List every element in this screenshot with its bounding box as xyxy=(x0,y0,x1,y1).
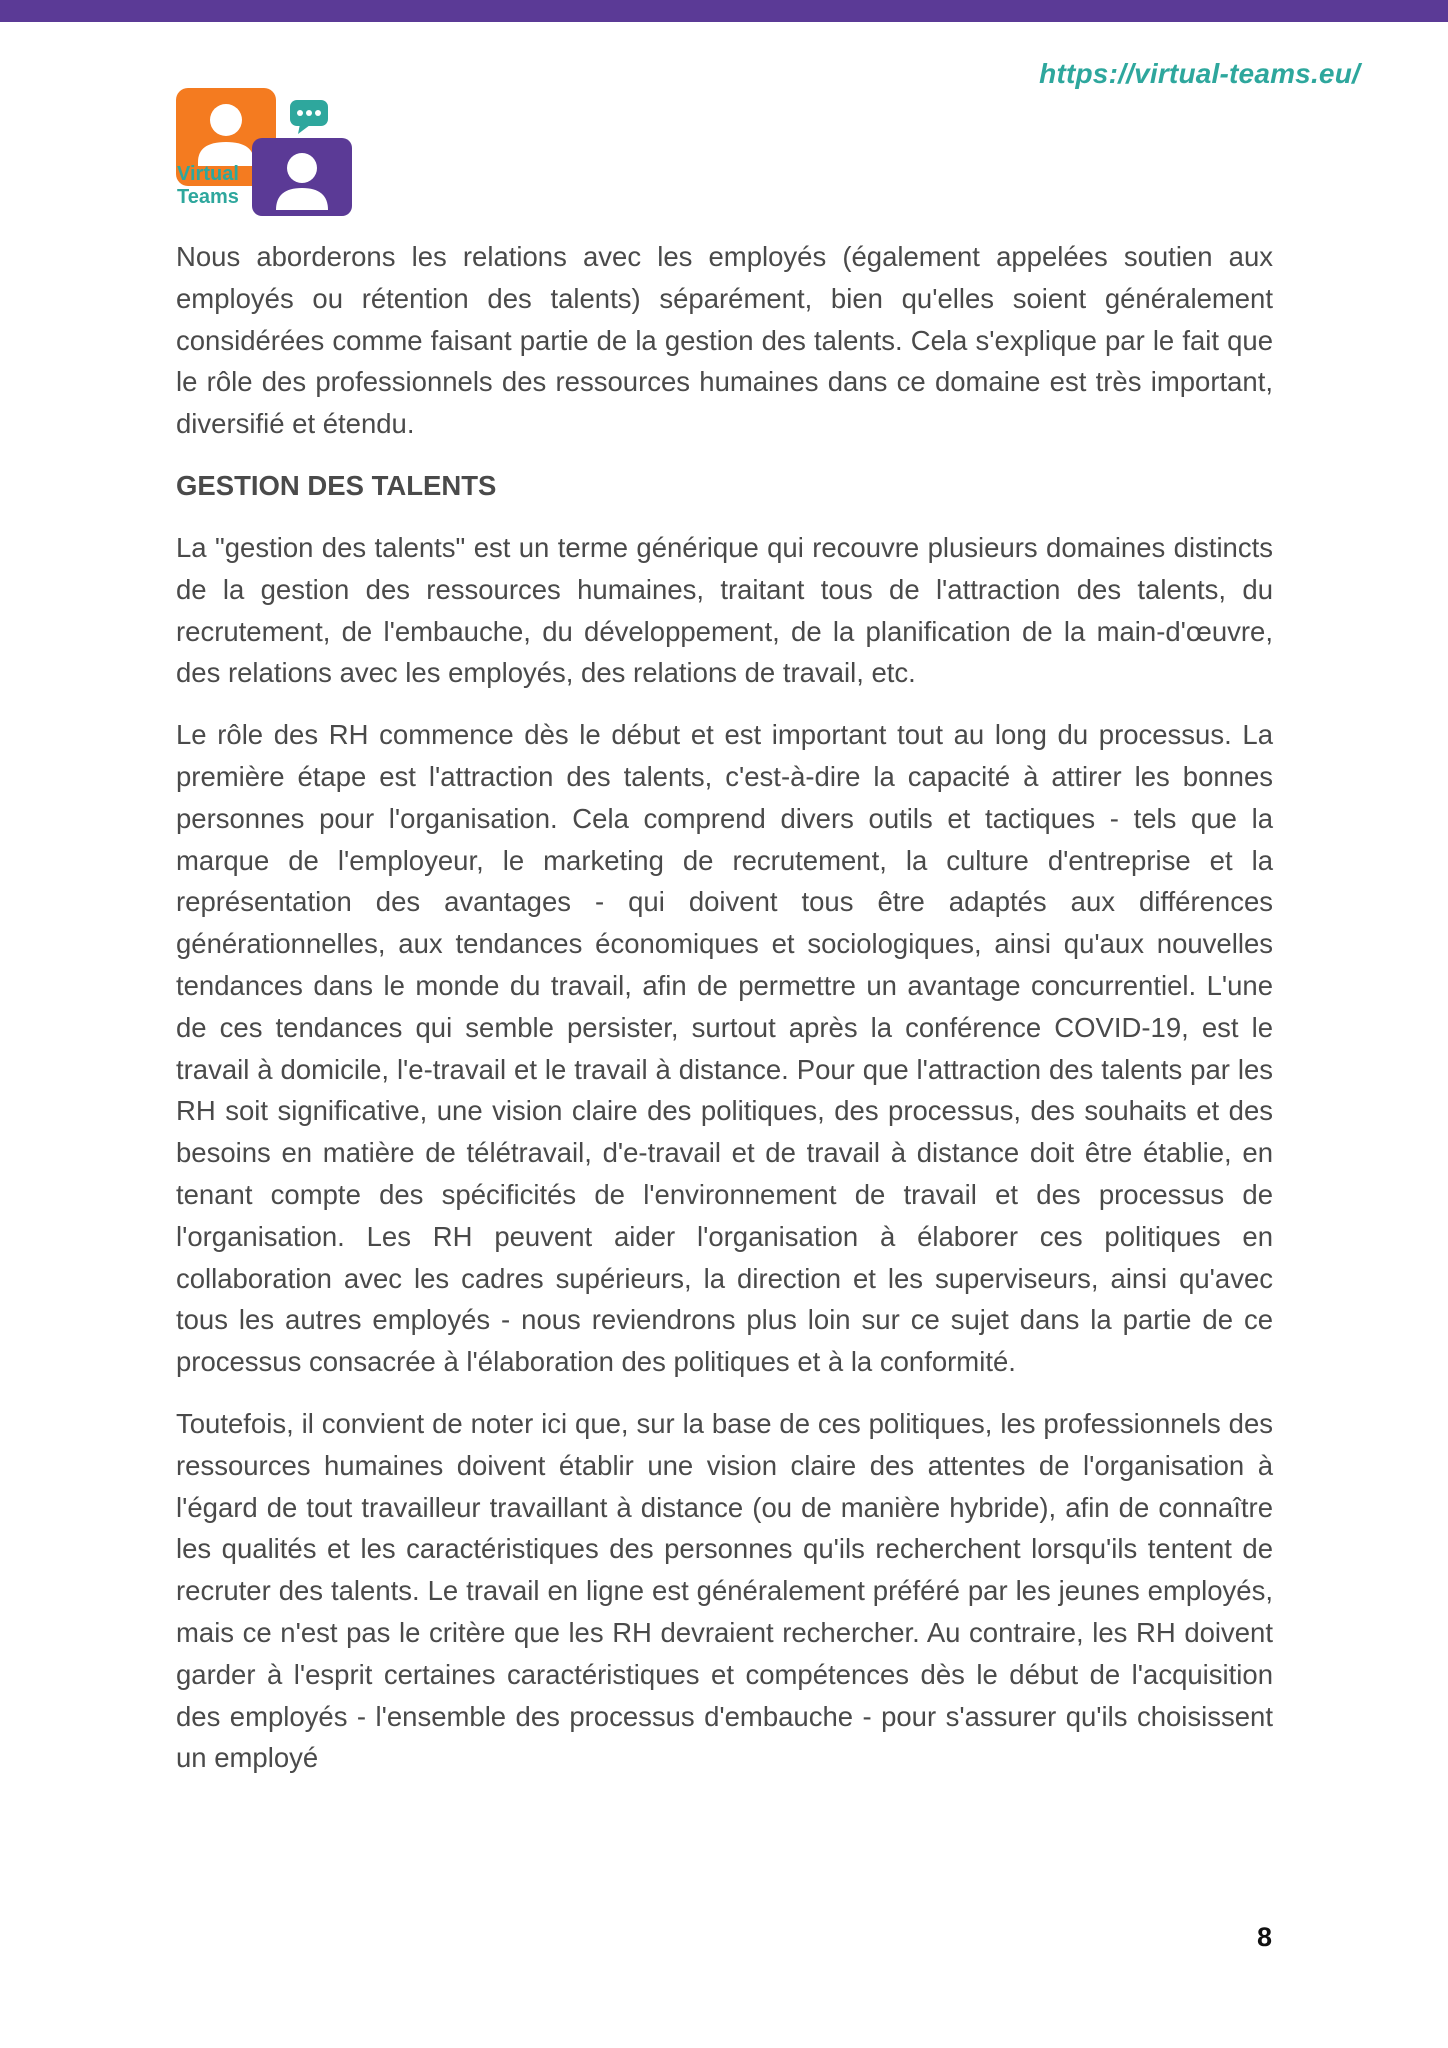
logo-line-teams: Teams xyxy=(177,186,239,208)
logo-line-virtual: Virtual xyxy=(177,163,239,185)
paragraph-expectations: Toutefois, il convient de noter ici que, sur la base de ces politiques, les professionnels des ressources humaines doivent établir une vision claire des attentes de l'organisation à l'égard de tout travailleur travaillant à distance (ou de manière hybride), afin de connaître les qualités et les caractéristiques des personnes qu'ils recherchent lorsqu'ils tentent de recruter des talents. Le travail en ligne est généralement préféré par les jeunes employés, mais ce n'est pas le critère que les RH devraient rechercher. Au contraire, les RH doivent garder à l'esprit certaines caractéristiques et compétences dès le début de l'acquisition des employés - l'ensemble des processus d'embauche - pour s'assurer qu'ils choisissent un employé xyxy=(176,1407,1273,1774)
site-url[interactable]: https://virtual-teams.eu/ xyxy=(1039,58,1360,89)
page-number: 8 xyxy=(1256,1922,1272,1952)
logo-wordmark xyxy=(177,163,239,209)
section-heading: GESTION DES TALENTS xyxy=(176,469,497,501)
paragraph-definition: La "gestion des talents" est un terme générique qui recouvre plusieurs domaines distincts de la gestion des ressources humaines, traitant tous de l'attraction des talents, du recrutement, de l'embauche, du développement, de la planification de la main-d'œuvre, des relations avec les employés, des relations de travail, etc. xyxy=(176,531,1273,689)
paragraph-intro: Nous aborderons les relations avec les employés (également appelées soutien aux employés ou rétention des talents) séparément, bien qu'elles soient généralement considérées comme faisant partie de la gestion des talents. Cela s'explique par le fait que le rôle des professionnels des ressources humaines dans ce domaine est très important, diversifié et étendu. xyxy=(176,241,1273,440)
chat-bubble-icon xyxy=(290,100,328,134)
paragraph-hr-role: Le rôle des RH commence dès le début et est important tout au long du processus. La première étape est l'attraction des talents, c'est-à-dire la capacité à attirer les bonnes personnes pour l'organisation. Cela comprend divers outils et tactiques - tels que la marque de l'employeur, le marketing de recrutement, la culture d'entreprise et la représentation des avantages - qui doivent tous être adaptés aux différences générationnelles, aux tendances économiques et sociologiques, ainsi qu'aux nouvelles tendances dans le monde du travail, afin de permettre un avantage concurrentiel. L'une de ces tendances qui semble persister, surtout après la conférence COVID-19, est le travail à domicile, l'e-travail et le travail à distance. Pour que l'attraction des talents par les RH soit significative, une vision claire des politiques, des processus, des souhaits et des besoins en matière de télétravail, d'e-travail et de travail à distance doit être établie, en tenant compte des spécificités de l'environnement de travail et des processus de l'organisation. Les RH peuvent aider l'organisation à élaborer ces politiques en collaboration avec les cadres supérieurs, la direction et les superviseurs, ainsi qu'avec tous les autres employés - nous reviendrons plus loin sur ce sujet dans la partie de ce processus consacrée à l'élaboration des politiques et à la conformité. xyxy=(176,719,1273,1378)
document-body xyxy=(176,236,1273,1799)
top-accent-bar xyxy=(0,0,1448,22)
